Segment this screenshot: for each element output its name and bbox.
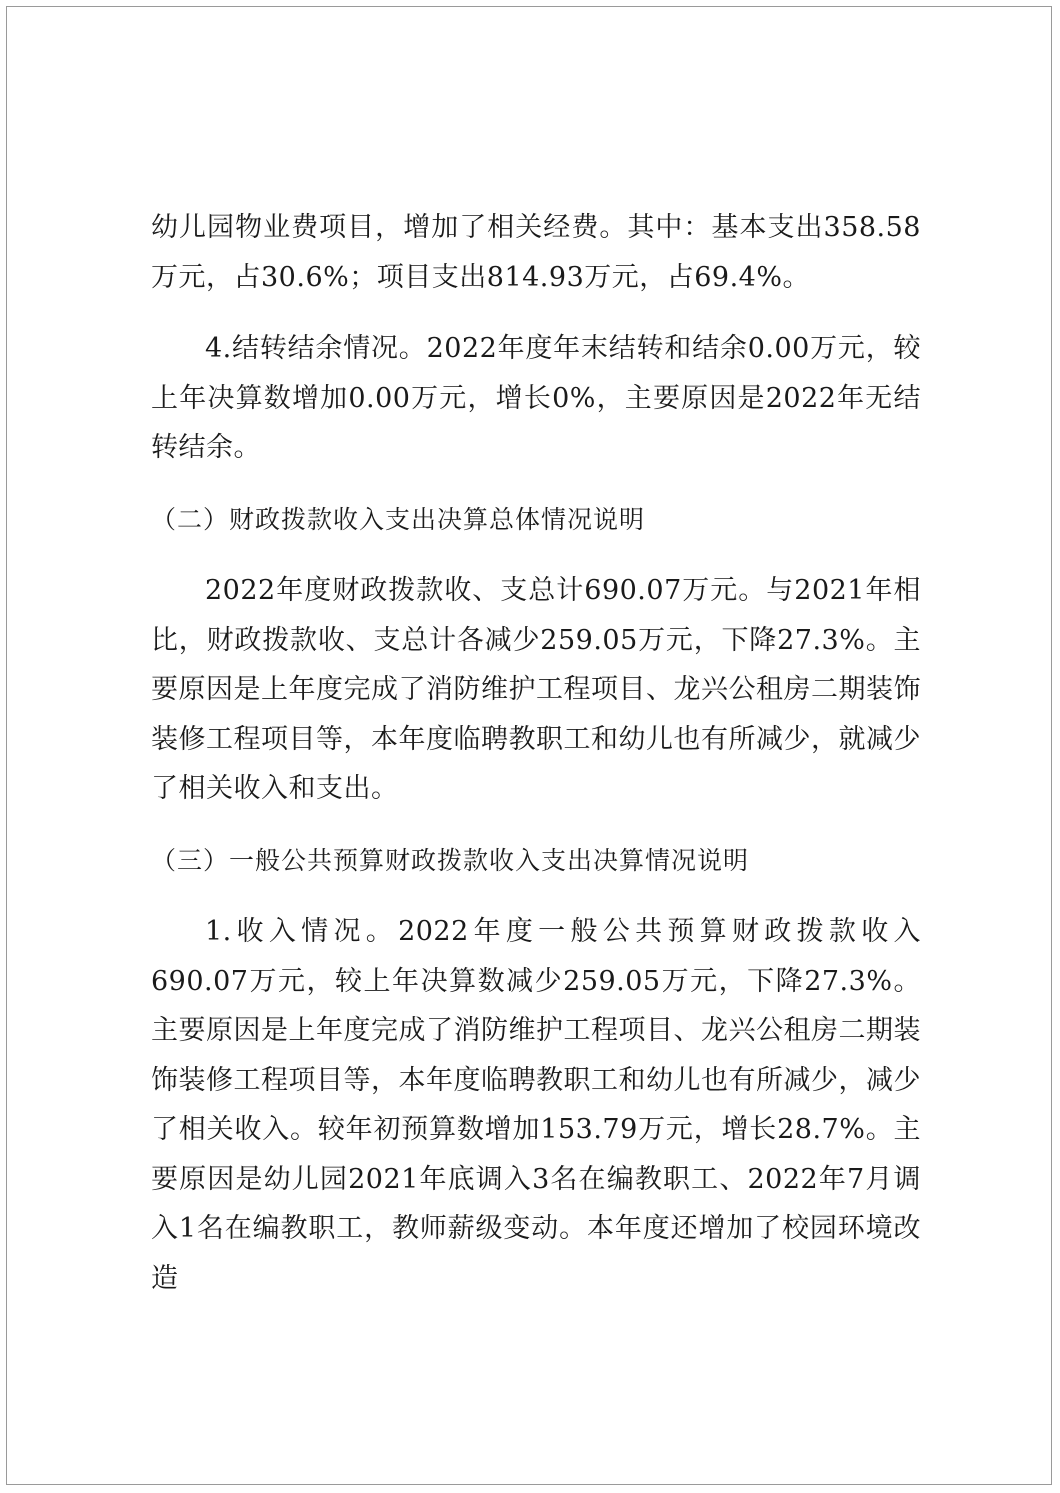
document-page xyxy=(6,6,1052,1485)
paragraph-fiscal-appropriation-total: 2022年度财政拨款收、支总计690.07万元。与2021年相比，财政拨款收、支总计各减少259.05万元，下降27.3%。主要原因是上年度完成了消防维护工程项目、龙兴公租房二期装饰装修工程项目等，本年度临聘教职工和幼儿也有所减少，就减少了相关收入和支出。 xyxy=(151,575,921,804)
section-heading-general-public-budget: （三）一般公共预算财政拨款收入支出决算情况说明 xyxy=(151,845,750,875)
paragraph-carryover-balance: 4.结转结余情况。2022年度年末结转和结余0.00万元，较上年决算数增加0.00万元，增长0%，主要原因是2022年无结转结余。 xyxy=(151,333,921,463)
section-heading-fiscal-appropriation-overview: （二）财政拨款收入支出决算总体情况说明 xyxy=(151,504,646,534)
document-body xyxy=(151,203,921,1303)
paragraph-income-situation: 1.收入情况。2022年度一般公共预算财政拨款收入690.07万元，较上年决算数减少259.05万元，下降27.3%。主要原因是上年度完成了消防维护工程项目、龙兴公租房二期装饰装修工程项目等，本年度临聘教职工和幼儿也有所减少，减少了相关收入。较年初预算数增加153.79万元，增长28.7%。主要原因是幼儿园2021年底调入3名在编教职工、2022年7月调入1名在编教职工，教师薪级变动。本年度还增加了校园环境改造 xyxy=(151,916,921,1294)
paragraph-continuation: 幼儿园物业费项目，增加了相关经费。其中：基本支出358.58万元，占30.6%；项目支出814.93万元，占69.4%。 xyxy=(151,212,921,293)
